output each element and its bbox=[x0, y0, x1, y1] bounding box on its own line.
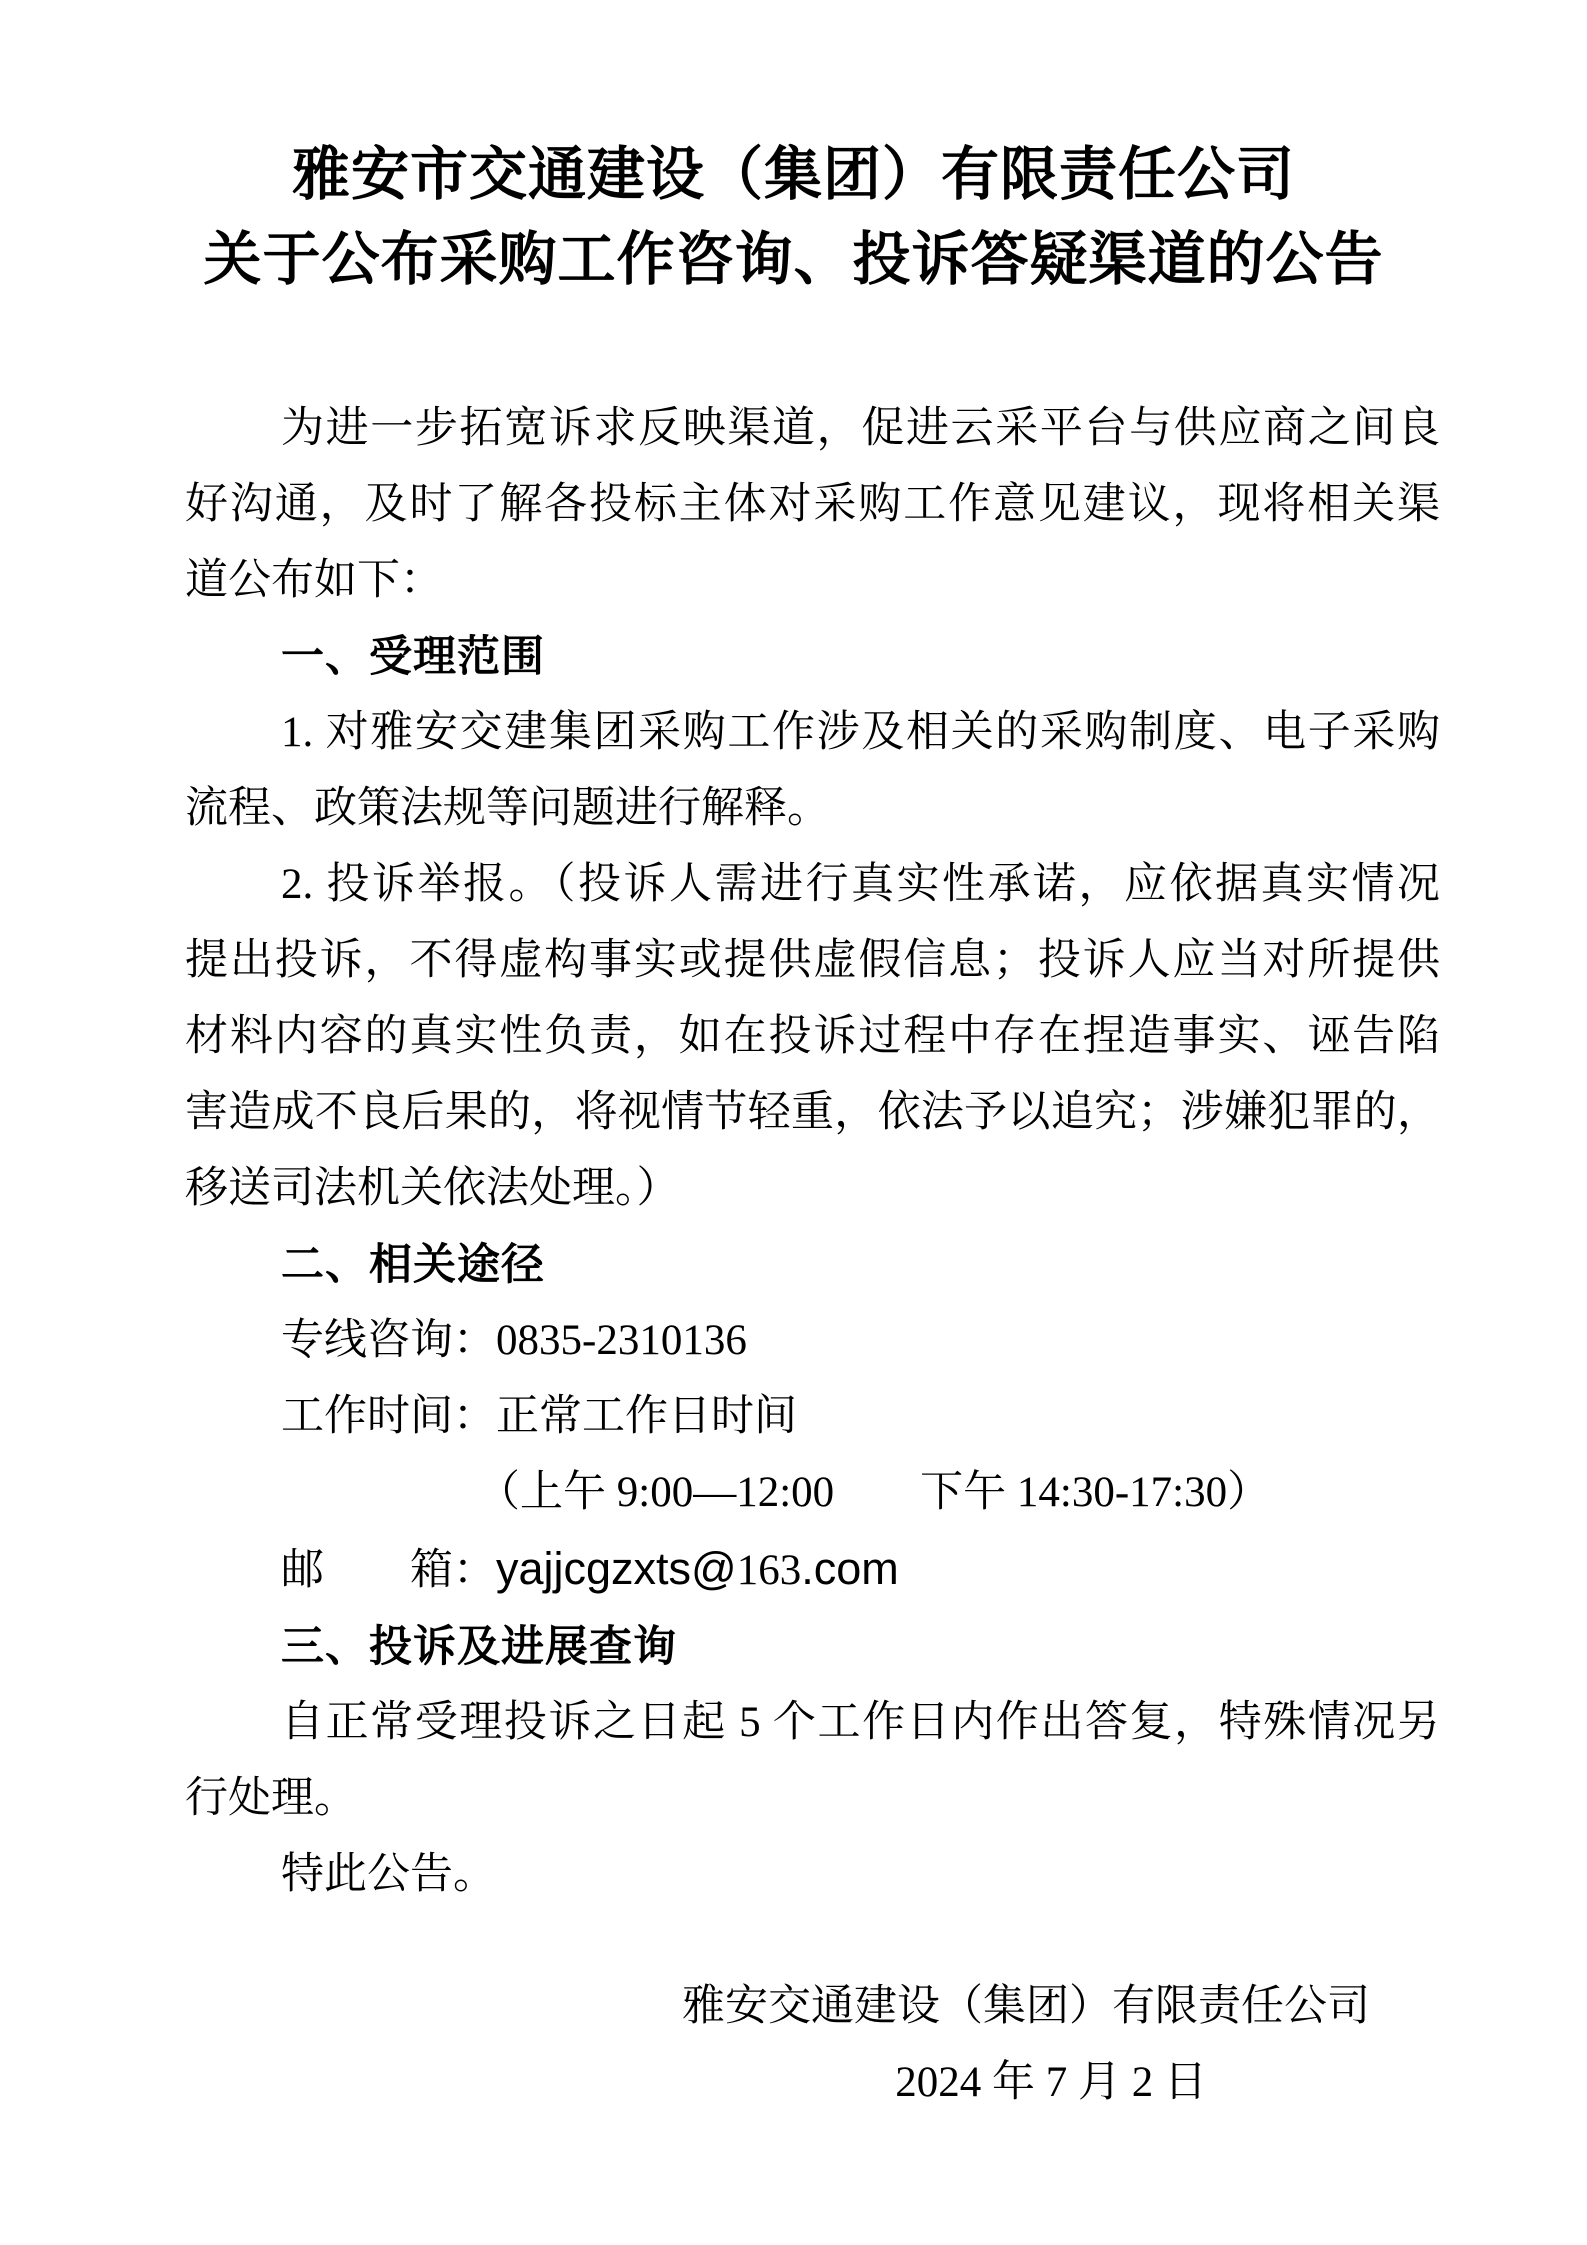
intro-line-3: 道公布如下： bbox=[185, 557, 443, 604]
section2-heading: 二、相关途径 bbox=[281, 1241, 545, 1289]
worktime-label: 工作时间： bbox=[281, 1393, 496, 1440]
section1-item2-line-1: 2. 投诉举报。（投诉人需进行真实性承诺，应依据真实情况 bbox=[281, 861, 1440, 908]
phone-line bbox=[185, 1303, 1440, 1379]
section3-line-1: 自正常受理投诉之日起 5 个工作日内作出答复，特殊情况另 bbox=[281, 1699, 1440, 1746]
worktime-value: 正常工作日时间 bbox=[496, 1393, 797, 1440]
section1-item2-line-4: 害造成不良后果的，将视情节轻重，依法予以追究；涉嫌犯罪的， bbox=[185, 1089, 1440, 1136]
email-label: 邮 箱： bbox=[281, 1547, 496, 1594]
section1-item1-line-2: 流程、政策法规等问题进行解释。 bbox=[185, 785, 830, 832]
hours-line: （上午 9:00—12:00 下午 14:30-17:30） bbox=[477, 1469, 1271, 1516]
section1-item2-line-5: 移送司法机关依法处理。） bbox=[185, 1165, 680, 1212]
document-title-line2: 关于公布采购工作咨询、投诉答疑渠道的公告 bbox=[203, 227, 1384, 292]
section1-item2-line-3: 材料内容的真实性负责，如在投诉过程中存在捏造事实、诬告陷 bbox=[185, 1013, 1440, 1060]
signature-date: 2024 年 7 月 2 日 bbox=[895, 2059, 1207, 2106]
email-domain-number: 163 bbox=[736, 1547, 802, 1594]
section1-item1-line-1: 1. 对雅安交建集团采购工作涉及相关的采购制度、电子采购 bbox=[281, 709, 1440, 756]
section1-item2-line-2: 提出投诉，不得虚构事实或提供虚假信息；投诉人应当对所提供 bbox=[185, 937, 1440, 984]
email-line bbox=[185, 1531, 1440, 1609]
section3-line-2: 行处理。 bbox=[185, 1775, 357, 1822]
intro-line-2: 好沟通，及时了解各投标主体对采购工作意见建议，现将相关渠 bbox=[185, 481, 1440, 528]
signature-company: 雅安交通建设（集团）有限责任公司 bbox=[682, 1983, 1370, 2030]
closing-line: 特此公告。 bbox=[281, 1851, 496, 1898]
section3-heading: 三、投诉及进展查询 bbox=[281, 1623, 677, 1671]
phone-number: 0835-2310136 bbox=[496, 1317, 747, 1364]
worktime-line bbox=[185, 1379, 1440, 1455]
document-body bbox=[185, 391, 1440, 2121]
intro-line-1: 为进一步拓宽诉求反映渠道，促进云采平台与供应商之间良 bbox=[281, 405, 1440, 452]
phone-label: 专线咨询： bbox=[281, 1317, 496, 1364]
section1-heading: 一、受理范围 bbox=[281, 633, 545, 681]
email-user: yajjcgzxts@ bbox=[496, 1543, 737, 1594]
email-domain-suffix: .com bbox=[801, 1543, 899, 1594]
document-title-line1: 雅安市交通建设（集团）有限责任公司 bbox=[291, 142, 1295, 207]
